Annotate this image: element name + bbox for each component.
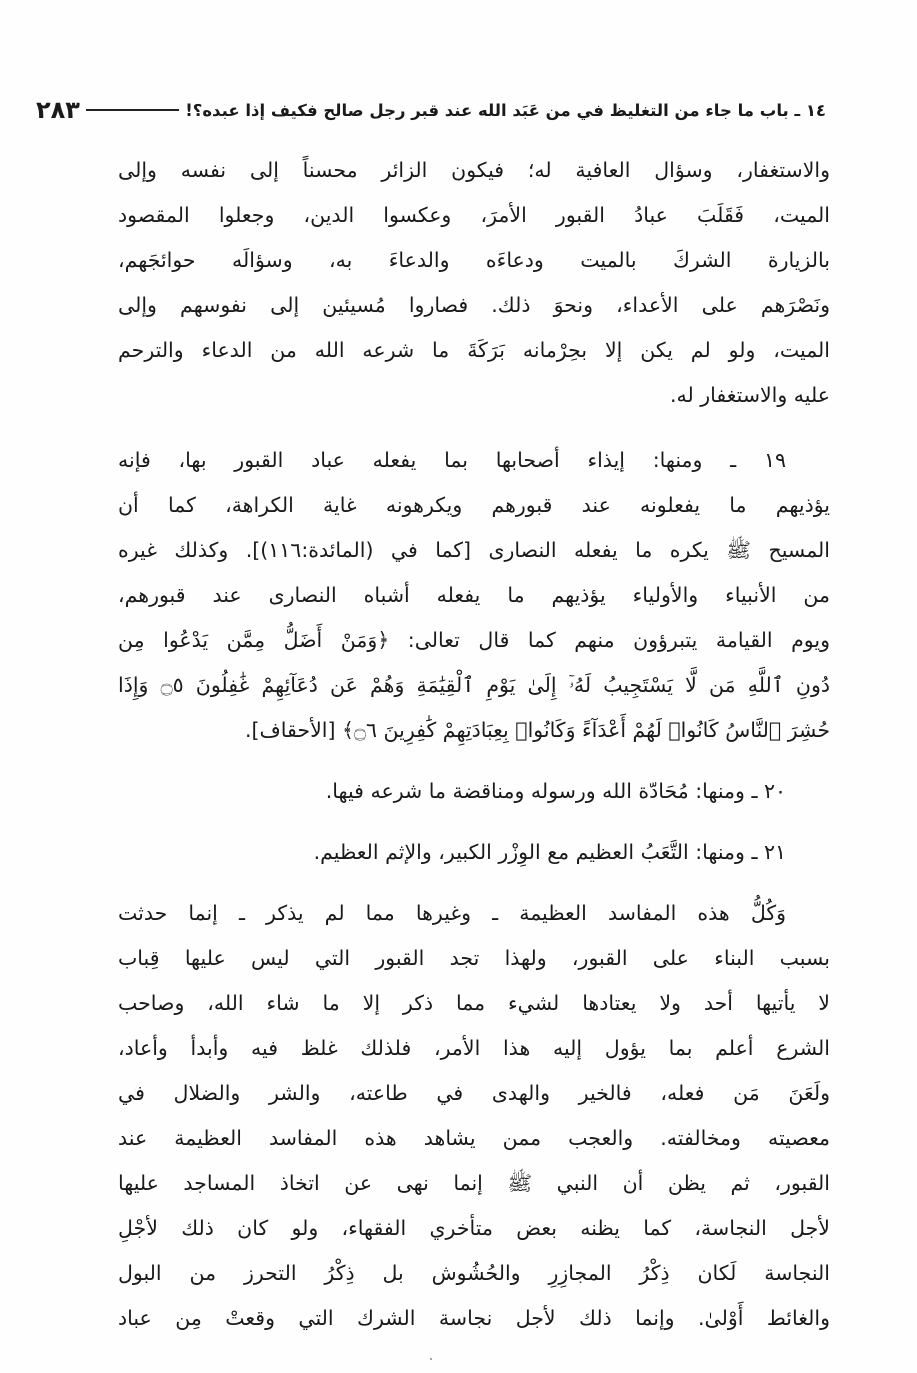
text-line: وَكُلُّ هذه المفاسد العظيمة ـ وغيرها مما لم يذكر ـ إنما حدثت	[118, 901, 786, 925]
text-line: الميت، فَقَلَبَ عبادُ القبور الأمرَ، وعكسوا الدين، وجعلوا المقصود	[118, 203, 830, 227]
text-line: لا يأتيها أحد ولا يعتادها لشيء مما ذكر إلا ما شاء الله، وصاحب	[118, 991, 830, 1015]
text-line: من الأنبياء والأولياء يؤذيهم ما يفعله أشباه النصارى عند قبورهم،	[118, 583, 830, 607]
scan-speck	[430, 1358, 432, 1360]
page-number: ٢٨٣	[36, 96, 80, 124]
text-line: الميت، ولو لم يكن إلا بحِرْمانه بَرَكَةَ ما شرعه الله من الدعاء والترحم	[118, 338, 830, 362]
text-line: القبور، ثم يظن أن النبي ﷺ إنما نهى عن اتخاذ المساجد عليها	[118, 1171, 830, 1195]
text-line: ويوم القيامة يتبرؤون منهم كما قال تعالى: ﴿وَمَنْ أَضَلُّ مِمَّن يَدْعُوا مِن	[118, 628, 830, 652]
text-line: لأجل النجاسة، كما يظنه بعض متأخري الفقهاء، ولو كان ذلك لأجْلِ	[118, 1216, 830, 1240]
quran-verse-line: حُشِرَ ٱلنَّاسُ كَانُوا۟ لَهُمْ أَعْدَآءً وَكَانُوا۟ بِعِبَادَتِهِمْ كَٰفِرِينَ ۝٦﴾ [الأحقاف].	[245, 718, 830, 742]
text-line: الشرع أعلم بما يؤول إليه هذا الأمر، فلذلك غلظ فيه وأبدأ وأعاد،	[118, 1036, 830, 1060]
text-line: يؤذيهم ما يفعلونه عند قبورهم ويكرهونه غاية الكراهة، كما أن	[118, 493, 830, 517]
page-body	[118, 148, 830, 1341]
quran-verse-line: دُونِ ٱللَّهِ مَن لَّا يَسْتَجِيبُ لَهُۥٓ إِلَىٰ يَوْمِ ٱلْقِيَٰمَةِ وَهُمْ عَن دُعَآئِهِمْ غَٰفِلُونَ ۝٥ وَإِذَا	[118, 673, 830, 697]
text-line: عليه والاستغفار له.	[669, 383, 830, 407]
item-21-line: ٢١ ـ ومنها: التَّعَبُ العظيم مع الوِزْر الكبير، والإثم العظيم.	[313, 840, 786, 864]
text-line: المسيح ﷺ يكره ما يفعله النصارى [كما في (المائدة:١١٦)]. وكذلك غيره	[118, 538, 830, 562]
text-line: بسبب البناء على القبور، ولهذا تجد القبور التي ليس عليها قِباب	[118, 946, 830, 970]
item-20-line: ٢٠ ـ ومنها: مُحَادّة الله ورسوله ومناقضة ما شرعه فيها.	[325, 779, 786, 803]
item-19-heading-line: ١٩ ـ ومنها: إيذاء أصحابها بما يفعله عباد القبور بها، فإنه	[118, 448, 786, 472]
text-line: والاستغفار، وسؤال العافية له؛ فيكون الزائر محسناً إلى نفسه وإلى	[118, 158, 830, 182]
text-line: معصيته ومخالفته. والعجب ممن يشاهد هذه المفاسد العظيمة عند	[118, 1126, 830, 1150]
running-header	[36, 90, 826, 130]
text-line: ونَصْرَهم على الأعداء، ونحوَ ذلك. فصاروا مُسيئين إلى نفوسهم وإلى	[118, 293, 830, 317]
header-rule	[86, 109, 179, 111]
text-line: بالزيارة الشركَ بالميت ودعاءَه والدعاءَ به، وسؤالَه حوائجَهم،	[118, 248, 830, 272]
text-line: والغائط أَوْلىٰ. وإنما ذلك لأجل نجاسة الشرك التي وقعتْ مِن عباد	[118, 1306, 830, 1330]
text-line: ولَعَنَ مَن فعله، فالخير والهدى في طاعته، والشر والضلال في	[118, 1081, 830, 1105]
chapter-title: ١٤ ـ باب ما جاء من التغليظ في من عَبَد الله عند قبر رجل صالح فكيف إذا عبده؟!	[185, 100, 826, 120]
text-line: النجاسة لَكان ذِكْرُ المجازِرِ والحُشُوش بل ذِكْرُ التحرز من البول	[118, 1261, 830, 1285]
